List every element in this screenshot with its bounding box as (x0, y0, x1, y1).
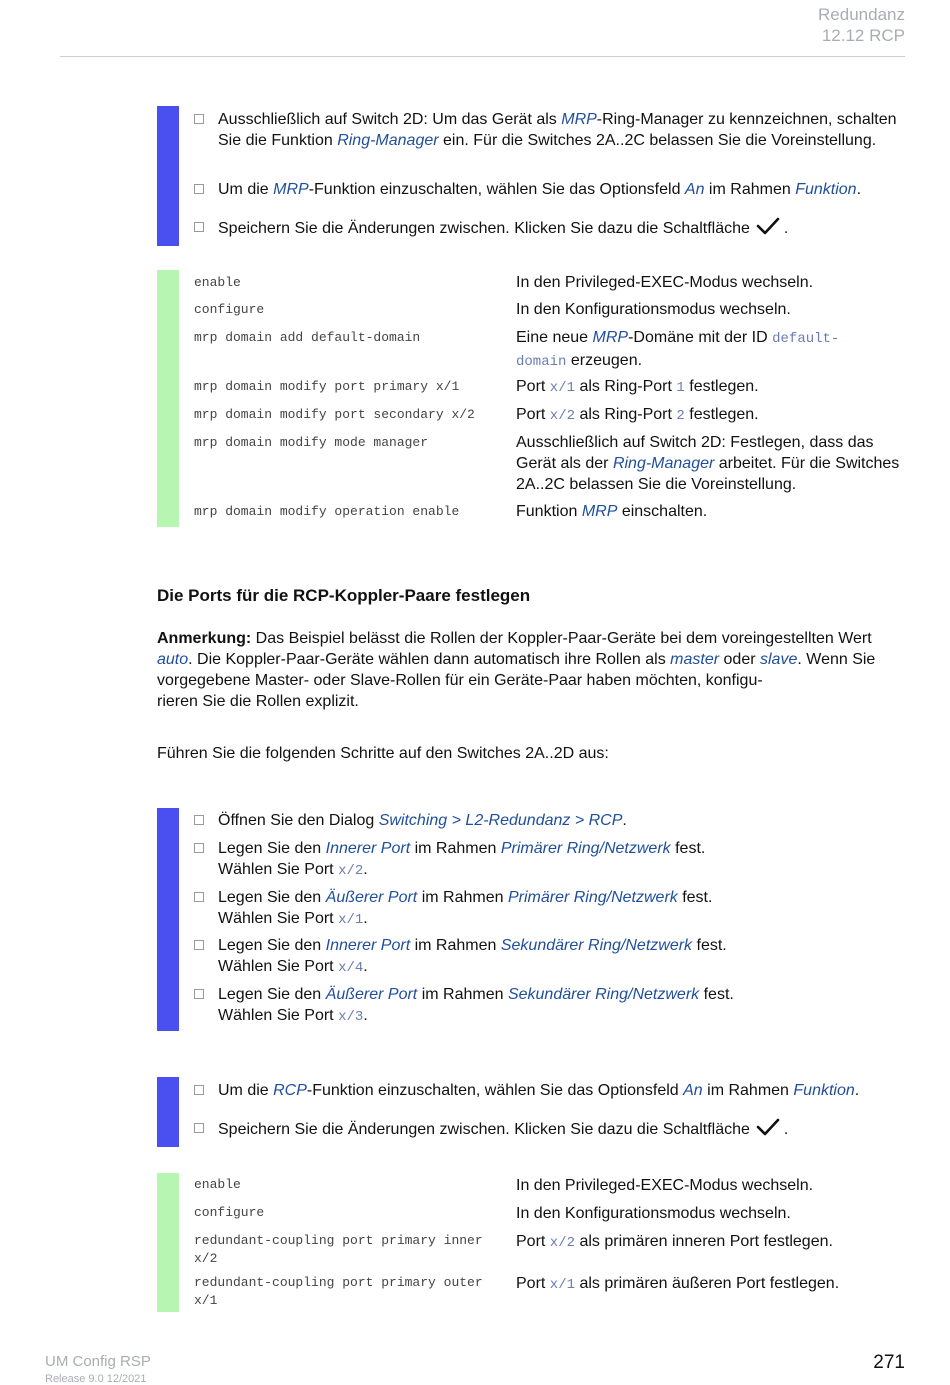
checkbox-icon (194, 1085, 204, 1095)
step-item (194, 935, 910, 979)
ui-reference: Sekundärer Ring/Netzwerk (507, 986, 700, 1003)
note-text: Das Beispiel belässt die Rollen der Koppler-Paar-Geräte bei dem voreingestellten Wert auto. Die Koppler-Paar-Geräte wählen dann automatisch ihre Rollen als master oder slave. Wenn Sie vorgegebene Master- oder Slave-Rollen für ein Geräte-Paar haben möchten, konfigu- rieren Sie die Rollen explizit. (157, 630, 876, 710)
code-value: x/2 (549, 1235, 576, 1251)
cli-command: mrp domain modify mode manager (194, 435, 429, 450)
step-text: Öffnen Sie den Dialog Switching > L2-Redundanz > RCP. (218, 812, 627, 829)
checkbox-icon (194, 222, 204, 232)
cli-description: Port x/2 als Ring-Port 2 festlegen. (516, 406, 759, 424)
cli-command: mrp domain modify port secondary x/2 (194, 407, 475, 422)
ui-reference: Ring-Manager (612, 455, 715, 472)
cli-command: configure (194, 302, 265, 317)
cli-command: enable (194, 275, 241, 290)
step-text: Speichern Sie die Änderungen zwischen. Klicken Sie dazu die Schaltfläche . (218, 217, 910, 241)
code-value: x/2 (338, 863, 364, 879)
ui-reference: MRP (592, 329, 629, 346)
cli-command: enable (194, 1177, 241, 1192)
footer-release: Release 9.0 12/2021 (45, 1373, 147, 1385)
step-text: Legen Sie den Innerer Port im Rahmen Primärer Ring/Netzwerk fest. Wählen Sie Port x/2. (218, 840, 706, 879)
cli-command: mrp domain modify port primary x/1 (194, 379, 460, 394)
step-item (194, 179, 910, 200)
step-text: Um die MRP-Funktion einzuschalten, wählen Sie das Optionsfeld An im Rahmen Funktion. (218, 181, 862, 198)
code-value: 2 (676, 408, 685, 424)
step-item (194, 838, 910, 882)
step-item (194, 984, 910, 1028)
ui-reference: Ring-Manager (337, 132, 439, 149)
gui-steps-bar (157, 808, 179, 1031)
running-header (818, 4, 905, 46)
step-item (194, 217, 910, 241)
checkbox-icon (194, 892, 204, 902)
ui-reference: Funktion (793, 1082, 855, 1099)
cli-description: In den Privileged-EXEC-Modus wechseln. (516, 274, 814, 291)
ui-reference: MRP (273, 181, 309, 198)
cli-description: In den Konfigurationsmodus wechseln. (516, 301, 791, 318)
cli-command: redundant-coupling port primary inner x/2 (194, 1233, 483, 1266)
code-value: x/1 (549, 380, 576, 396)
cli-description: Port x/1 als Ring-Port 1 festlegen. (516, 378, 759, 396)
ui-reference: MRP (561, 111, 597, 128)
ui-reference: slave (760, 651, 798, 668)
ui-reference: Äußerer Port (325, 986, 418, 1003)
ui-reference: An (683, 1082, 703, 1099)
step-text: Um die RCP-Funktion einzuschalten, wählen Sie das Optionsfeld An im Rahmen Funktion. (218, 1082, 860, 1099)
step-text: Legen Sie den Äußerer Port im Rahmen Sekundärer Ring/Netzwerk fest. Wählen Sie Port x/3. (218, 986, 734, 1025)
checkbox-icon (194, 815, 204, 825)
cli-steps-bar (157, 1173, 179, 1312)
cli-command: mrp domain modify operation enable (194, 504, 460, 519)
step-item (194, 1118, 910, 1142)
ui-reference: Primärer Ring/Netzwerk (507, 889, 678, 906)
cli-command: configure (194, 1205, 265, 1220)
page-number: 271 (873, 1352, 905, 1373)
cli-description: In den Privileged-EXEC-Modus wechseln. (516, 1177, 814, 1194)
cli-description: Eine neue MRP-Domäne mit der ID default- domain erzeugen. (516, 329, 840, 370)
step-item (194, 109, 910, 151)
ui-reference: An (684, 181, 705, 198)
ui-reference: master (670, 651, 720, 668)
ui-reference: Innerer Port (325, 937, 411, 954)
step-text: Ausschließlich auf Switch 2D: Um das Gerät als MRP-Ring-Manager zu kennzeichnen, schalten Sie die Funktion Ring-Manager ein. Für die Switches 2A..2C belassen Sie die Voreinstellung. (218, 111, 897, 149)
gui-steps-bar (157, 106, 179, 246)
code-value: domain (516, 354, 567, 370)
ui-reference: RCP (273, 1082, 307, 1099)
code-value: 1 (676, 380, 685, 396)
ui-reference: Sekundärer Ring/Netzwerk (500, 937, 693, 954)
section-title: 12.12 RCP (821, 26, 905, 45)
code-value: default- (772, 331, 840, 347)
checkmark-icon (756, 217, 780, 241)
ui-reference: auto (157, 651, 189, 668)
ui-reference: MRP (581, 503, 618, 520)
ui-reference: Switching > L2-Redundanz > RCP (378, 812, 623, 829)
header-divider (60, 56, 905, 57)
code-value: x/1 (338, 912, 364, 928)
code-value: x/1 (549, 1277, 576, 1293)
step-item (194, 810, 910, 831)
note-label: Anmerkung: (157, 630, 252, 647)
ui-reference: Funktion (795, 181, 857, 198)
cli-description: Port x/2 als primären inneren Port festlegen. (516, 1233, 833, 1251)
step-item (194, 1080, 910, 1101)
cli-command: redundant-coupling port primary outer x/1 (194, 1275, 483, 1308)
ui-reference: Innerer Port (325, 840, 411, 857)
step-text: Legen Sie den Innerer Port im Rahmen Sekundärer Ring/Netzwerk fest. Wählen Sie Port x/4. (218, 937, 727, 976)
checkbox-icon (194, 1123, 204, 1133)
ui-reference: Äußerer Port (325, 889, 418, 906)
cli-steps-bar (157, 270, 179, 527)
checkbox-icon (194, 843, 204, 853)
step-text: Legen Sie den Äußerer Port im Rahmen Primärer Ring/Netzwerk fest. Wählen Sie Port x/1. (218, 889, 713, 928)
cli-description: Port x/1 als primären äußeren Port festlegen. (516, 1275, 840, 1293)
checkbox-icon (194, 184, 204, 194)
checkmark-icon (756, 1118, 780, 1142)
step-item (194, 887, 910, 931)
checkbox-icon (194, 940, 204, 950)
step-text: Speichern Sie die Änderungen zwischen. Klicken Sie dazu die Schaltfläche . (218, 1118, 910, 1142)
intro-paragraph: Führen Sie die folgenden Schritte auf den Switches 2A..2D aus: (157, 745, 609, 762)
code-value: x/3 (338, 1009, 364, 1025)
gui-steps-bar (157, 1077, 179, 1147)
chapter-title: Redundanz (818, 5, 905, 24)
cli-description: In den Konfigurationsmodus wechseln. (516, 1205, 791, 1222)
code-value: x/2 (549, 408, 576, 424)
section-heading: Die Ports für die RCP-Koppler-Paare festlegen (157, 586, 531, 605)
checkbox-icon (194, 989, 204, 999)
ui-reference: Primärer Ring/Netzwerk (500, 840, 671, 857)
cli-command: mrp domain add default-domain (194, 330, 421, 345)
cli-description: Funktion MRP einschalten. (516, 503, 708, 520)
note-paragraph (157, 628, 910, 712)
cli-description: Ausschließlich auf Switch 2D: Festlegen, dass das Gerät als der Ring-Manager arbeitet. Für die Switches 2A..2C belassen Sie die Voreinstellung. (516, 434, 900, 493)
code-value: x/4 (338, 960, 364, 976)
footer-title: UM Config RSP (45, 1353, 151, 1370)
checkbox-icon (194, 114, 204, 124)
